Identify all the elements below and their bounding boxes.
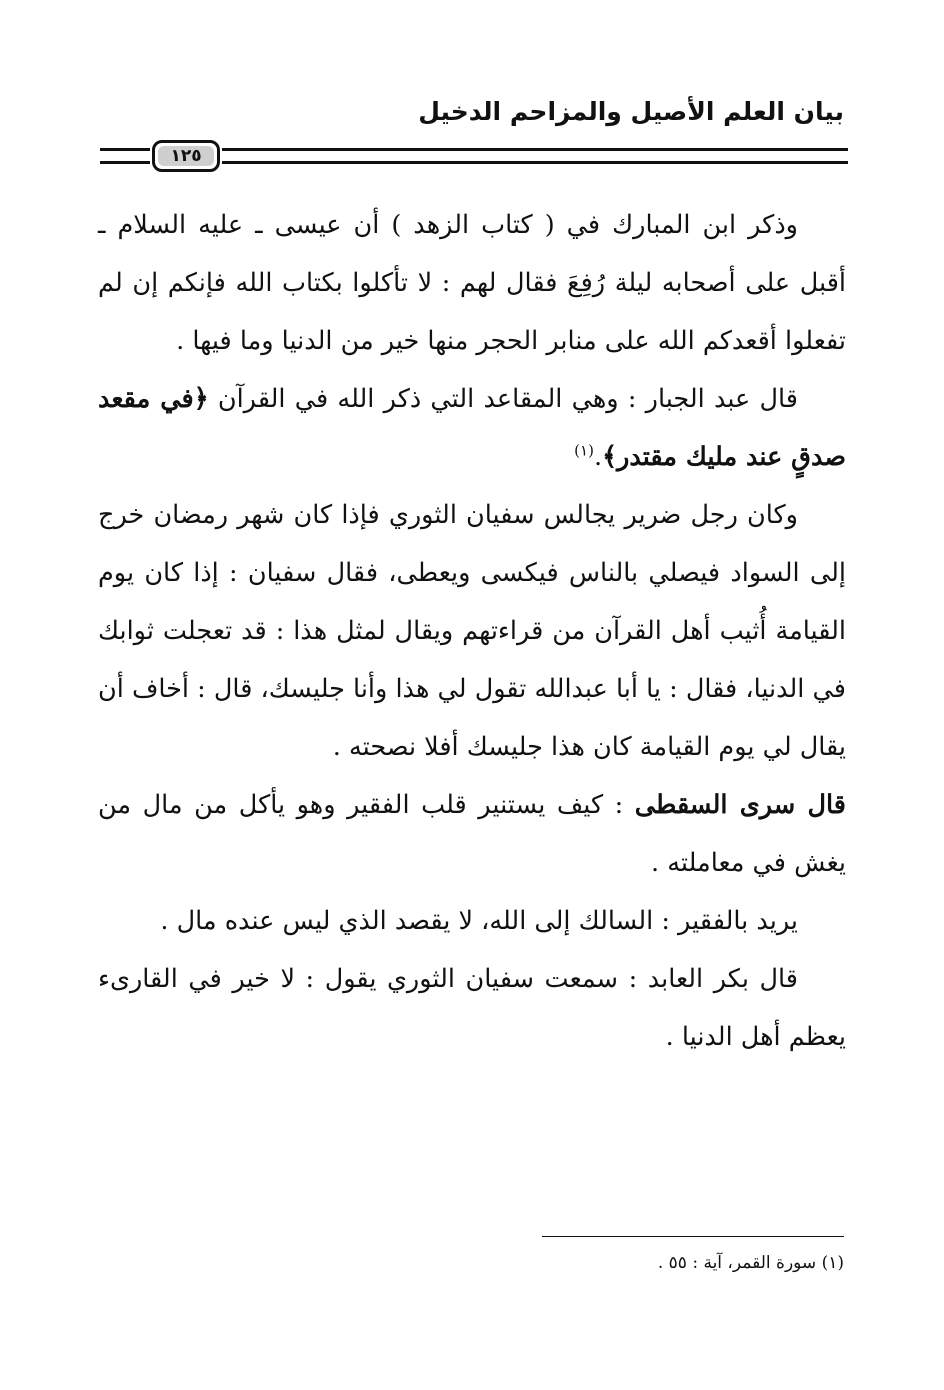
page-number-frame <box>152 140 220 172</box>
footnote-reference: (١) <box>574 441 594 460</box>
header-rule-line <box>222 161 848 164</box>
paragraph <box>98 370 846 486</box>
header-rule-line <box>100 148 150 151</box>
paragraph-text: قال عبد الجبار : وهي المقاعد التي ذكر الله في القرآن <box>208 384 798 414</box>
body-text <box>98 196 846 1066</box>
paragraph: قال بكر العابد : سمعت سفيان الثوري يقول : لا خير في القارىء يعظم أهل الدنيا . <box>98 964 846 1052</box>
paragraph-text: : كيف يستنير قلب الفقير وهو يأكل من مال من يغش في معاملته . <box>98 790 846 878</box>
paragraph-text: . <box>593 442 603 472</box>
paragraph: يريد بالفقير : السالك إلى الله، لا يقصد الذي ليس عنده مال . <box>160 906 798 936</box>
running-header-title: بيان العلم الأصيل والمزاحم الدخيل <box>418 97 844 126</box>
header-rule-line <box>100 161 150 164</box>
speaker-name: قال سرى السقطى <box>634 790 847 820</box>
header-rule <box>100 140 848 180</box>
page-number: ١٢٥ <box>158 146 214 166</box>
footnote-separator <box>542 1236 844 1237</box>
paragraph: وذكر ابن المبارك في ( كتاب الزهد ) أن عيسى ـ عليه السلام ـ أقبل على أصحابه ليلة رُفِعَ فقال لهم : لا تأكلوا بكتاب الله فإنكم إن لم تفعلوا أقعدكم الله على منابر الحجر منها خير من الدنيا وما فيها . <box>98 210 846 356</box>
quran-verse: ﴿في مقعد صدقٍ عند مليك مقتدر﴾ <box>98 384 846 472</box>
paragraph <box>98 776 846 892</box>
paragraph: وكان رجل ضرير يجالس سفيان الثوري فإذا كان شهر رمضان خرج إلى السواد فيصلي بالناس فيكسى ويعطى، فقال سفيان : إذا كان يوم القيامة أُثيب أهل القرآن من قراءتهم ويقال لمثل هذا : قد تعجلت ثوابك في الدنيا، فقال : يا أبا عبدالله تقول لي هذا وأنا جليسك، قال : أخاف أن يقال لي يوم القيامة كان هذا جليسك أفلا نصحته . <box>98 500 846 762</box>
header-rule-line <box>222 148 848 151</box>
footnote: (١) سورة القمر، آية : ٥٥ . <box>657 1253 844 1273</box>
